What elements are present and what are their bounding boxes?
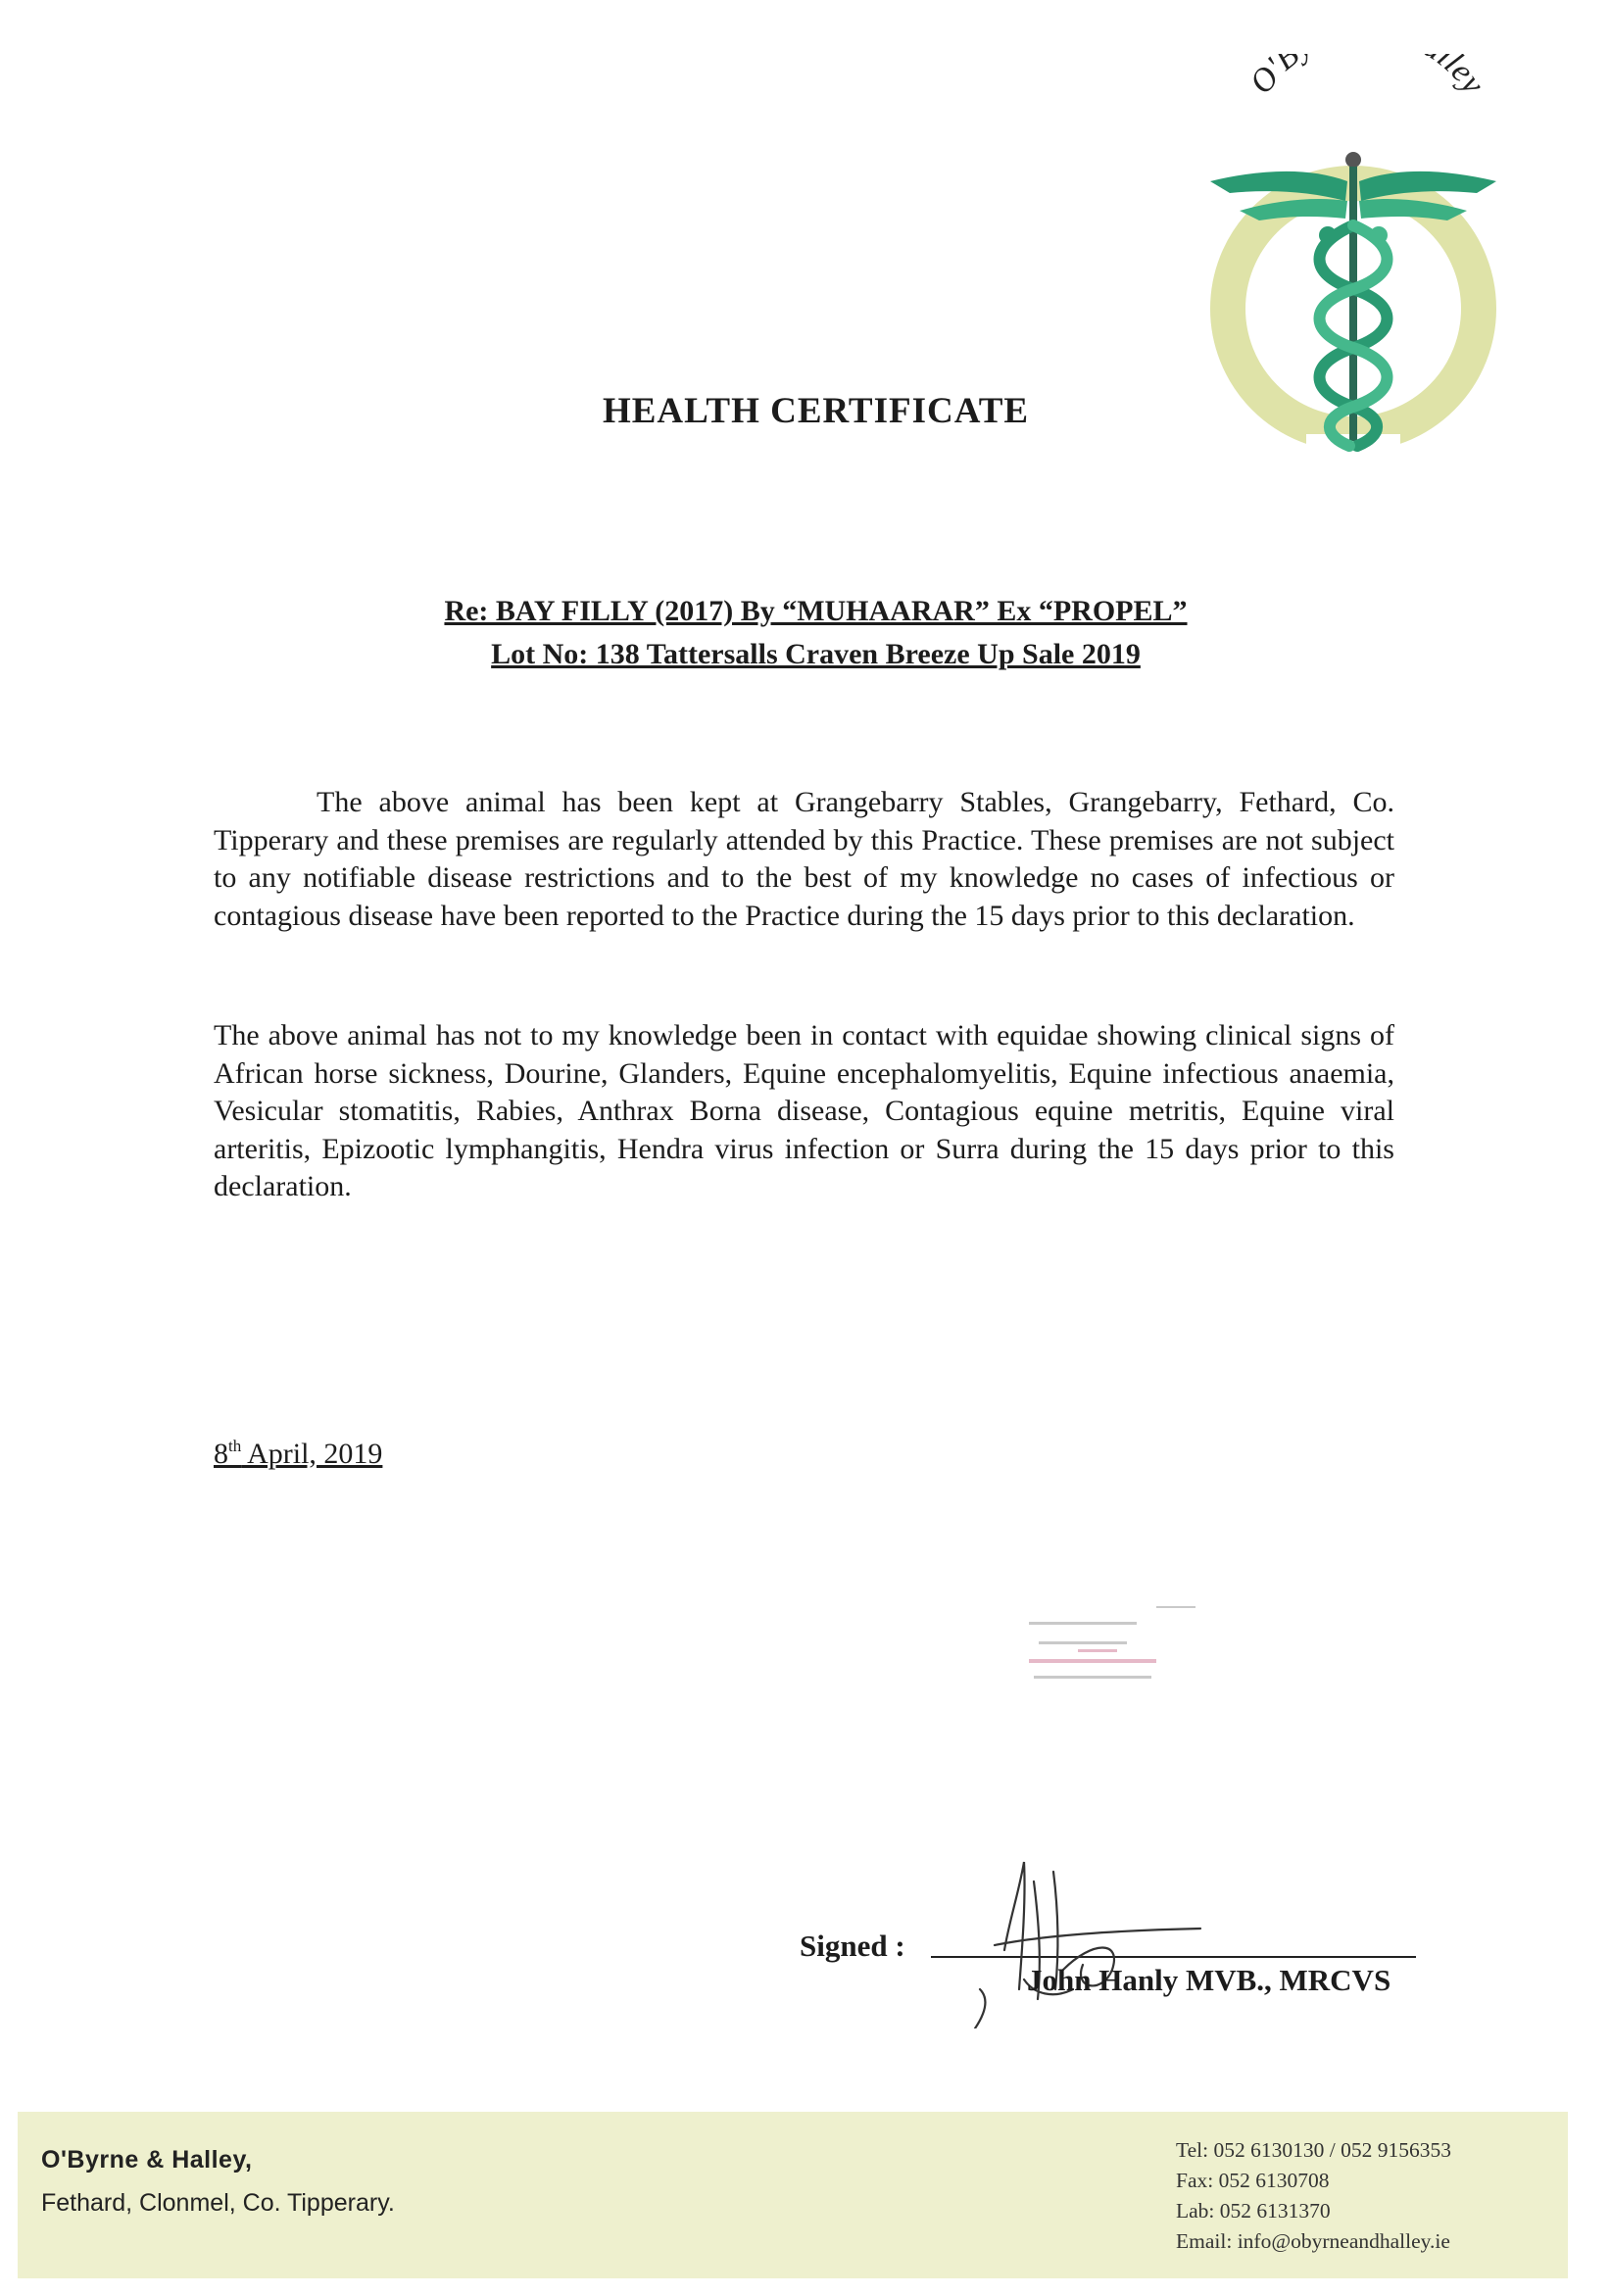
footer-firm-name: O'Byrne & Halley, <box>41 2146 253 2174</box>
date-rest: April, 2019 <box>241 1438 383 1470</box>
handwritten-signature <box>965 1842 1220 2028</box>
premises-paragraph: The above animal has been kept at Grangebarry Stables, Grangebarry, Fethard, Co. Tipperary and these premises are regularly attended by this Practice. These premises are not subject to any notifiable disease restrictions and to the best of my knowledge no cases of infectious or contagious disease have been reported to the Practice during the 15 days prior to this declaration. <box>214 786 1394 932</box>
footer-lab: Lab: 052 6131370 <box>1176 2199 1331 2223</box>
footer-email[interactable]: Email: info@obyrneandhalley.ie <box>1176 2229 1450 2253</box>
letterhead-footer <box>18 2112 1568 2278</box>
signed-label: Signed : <box>800 1929 905 1963</box>
footer-contacts <box>1176 2135 1451 2257</box>
horse-reference: Re: BAY FILLY (2017) By “MUHAARAR” Ex “PROPEL” <box>444 595 1188 627</box>
subject-block <box>0 590 1610 676</box>
footer-address: Fethard, Clonmel, Co. Tipperary. <box>41 2189 395 2217</box>
date-day: 8 <box>214 1438 228 1470</box>
date-suffix: th <box>228 1437 242 1455</box>
signer-name: John Hanly MVB., MRCVS <box>1027 1963 1391 1997</box>
lot-reference: Lot No: 138 Tattersalls Craven Breeze Up Sale 2019 <box>491 638 1141 670</box>
faint-stamp-mark <box>1019 1602 1205 1720</box>
footer-tel: Tel: 052 6130130 / 052 9156353 <box>1176 2138 1451 2162</box>
footer-fax: Fax: 052 6130708 <box>1176 2169 1330 2192</box>
svg-text:O'Byrne & Halley: O'B lley <box>1243 54 1491 101</box>
contact-paragraph: The above animal has not to my knowledge been in contact with equidae showing clinical signs of African horse sickness, Dourine, Glanders, Equine encephalomyelitis, Equine infectious anaemia, Vesicular stomatitis, Rabies, Anthrax Borna disease, Contagious equine metritis, Equine viral arteritis, Epizootic lymphangitis, Hendra virus infection or Surra during the 15 days prior to this declaration. <box>214 1019 1394 1202</box>
certificate-date <box>214 1438 382 1471</box>
page-title: HEALTH CERTIFICATE <box>602 391 1030 431</box>
